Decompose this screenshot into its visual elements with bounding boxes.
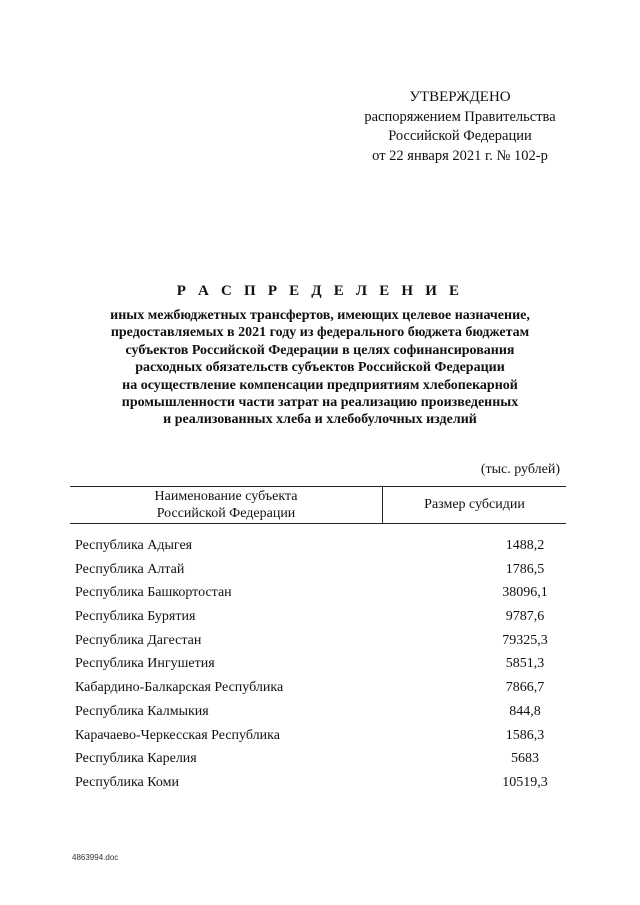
subsidy-value: 1786,5 xyxy=(505,561,545,577)
column-header-name xyxy=(70,487,382,524)
region-name: Республика Коми xyxy=(75,774,179,790)
approval-line-3: от 22 января 2021 г. № 102-р xyxy=(372,147,548,164)
subsidy-value: 7866,7 xyxy=(505,680,545,696)
approval-heading: УТВЕРЖДЕНО xyxy=(409,89,511,105)
table-row xyxy=(75,775,566,799)
table-row xyxy=(75,751,566,775)
subtitle-line: и реализованных хлеба и хлебобулочных изделий xyxy=(163,412,477,428)
region-name: Кабардино-Балкарская Республика xyxy=(75,680,284,696)
approval-line-1: распоряжением Правительства xyxy=(364,108,556,125)
document-title: Р А С П Р Е Д Е Л Е Н И Е xyxy=(176,283,464,299)
region-name: Республика Ингушетия xyxy=(75,656,215,672)
region-name: Республика Карелия xyxy=(75,751,197,767)
table-row xyxy=(75,633,566,657)
table-body xyxy=(75,538,566,799)
subsidy-value: 9787,6 xyxy=(505,609,545,625)
region-name: Республика Дагестан xyxy=(75,632,202,648)
table-row xyxy=(75,585,566,609)
subsidy-value: 79325,3 xyxy=(502,632,548,648)
column-header-name-line-1: Наименование субъекта xyxy=(154,489,298,504)
table-row xyxy=(75,728,566,752)
table-row xyxy=(75,609,566,633)
subsidy-value: 5851,3 xyxy=(505,656,545,672)
region-name: Республика Алтай xyxy=(75,561,185,577)
region-name: Республика Бурятия xyxy=(75,609,196,625)
document-file-id: 4863994.doc xyxy=(72,853,119,862)
subsidy-value: 5683 xyxy=(511,751,539,767)
region-name: Карачаево-Черкесская Республика xyxy=(75,727,280,743)
table-header xyxy=(70,486,566,524)
region-name: Республика Адыгея xyxy=(75,538,193,553)
subsidy-value: 1586,3 xyxy=(505,727,545,743)
subtitle-line: субъектов Российской Федерации в целях софинансирования xyxy=(125,342,515,358)
table-row xyxy=(75,680,566,704)
subsidy-value: 1488,2 xyxy=(505,538,545,553)
subtitle-line: расходных обязательств субъектов Российской Федерации xyxy=(135,360,505,376)
table-row xyxy=(75,562,566,586)
subtitle-line: промышленности части затрат на реализацию произведенных xyxy=(121,395,519,411)
table-row xyxy=(75,704,566,728)
region-name: Республика Башкортостан xyxy=(75,585,232,601)
approval-line-2: Российской Федерации xyxy=(388,128,532,144)
subsidy-value: 844,8 xyxy=(509,703,541,719)
subsidy-value: 10519,3 xyxy=(502,774,548,790)
table-row xyxy=(75,538,566,562)
units-label: (тыс. рублей) xyxy=(480,462,560,477)
subtitle-line: предоставляемых в 2021 году из федерального бюджета бюджетам xyxy=(110,325,530,341)
table-row xyxy=(75,656,566,680)
subsidy-value: 38096,1 xyxy=(502,585,548,601)
subtitle-line: иных межбюджетных трансфертов, имеющих целевое назначение, xyxy=(110,308,530,323)
document-subtitle xyxy=(70,307,570,429)
column-header-name-line-2: Российской Федерации xyxy=(156,506,296,521)
approval-stamp xyxy=(340,88,580,166)
region-name: Республика Калмыкия xyxy=(75,703,209,719)
subtitle-line: на осуществление компенсации предприятиям хлебопекарной xyxy=(122,377,518,393)
column-header-value: Размер субсидии xyxy=(424,497,525,512)
